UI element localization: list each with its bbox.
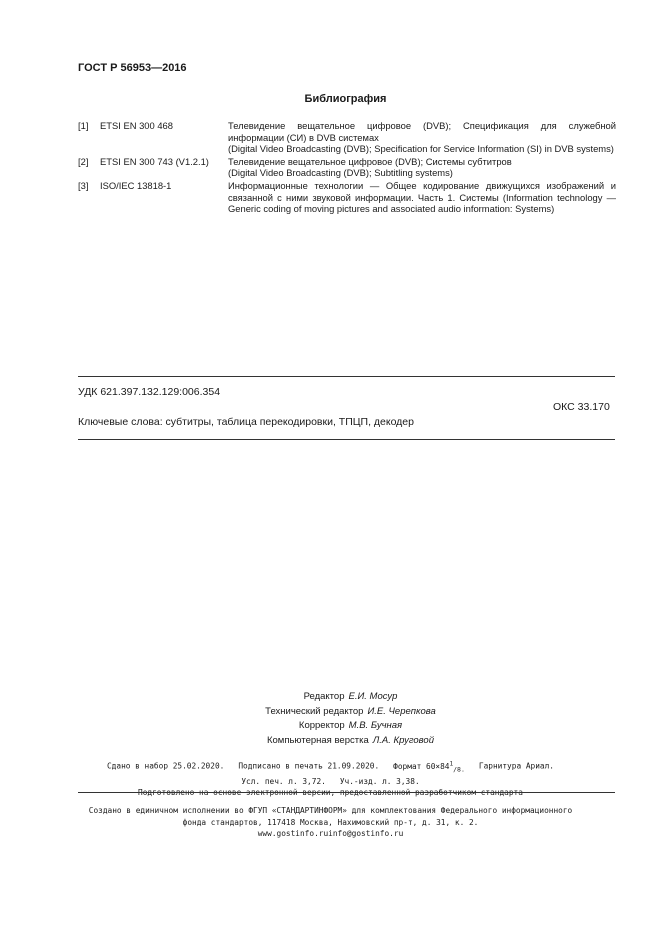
footer-line: Создано в единичном исполнении во ФГУП «СТАНДАРТИНФОРМ» для комплектования Федерального информационного (88, 806, 573, 815)
staff-name: Л.А. Круговой (372, 734, 434, 746)
bibliography-title: Библиография (304, 93, 387, 105)
item-description (228, 180, 616, 215)
staff-row (0, 719, 661, 734)
bibliography-list (78, 120, 616, 216)
divider (78, 376, 615, 377)
divider (78, 792, 615, 793)
description-line: Телевидение вещательное цифровое (DVB); Системы субтитров (228, 155, 512, 167)
item-description (228, 120, 616, 155)
item-reference: ETSI EN 300 743 (V1.2.1) (100, 155, 209, 167)
description-line: Телевидение вещательное цифровое (DVB); Спецификация для служебной информации (СИ) в DVB системах (228, 120, 616, 143)
staff-role: Корректор (298, 720, 345, 731)
typeface: Гарнитура Ариал. (478, 761, 554, 771)
footer-contacts (0, 828, 661, 840)
staff-name: И.Е. Черепкова (367, 705, 436, 717)
print-sheets: Усл. печ. л. 3,72. (241, 776, 326, 786)
staff-name: М.В. Бучная (348, 720, 403, 731)
item-number: [3] (78, 179, 89, 191)
divider (78, 439, 615, 440)
item-number: [1] (78, 120, 89, 131)
staff-credits (0, 690, 661, 748)
keywords: Ключевые слова: субтитры, таблица перекодировки, ТПЦП, декодер (78, 416, 414, 428)
staff-role: Компьютерная верстка (266, 734, 369, 746)
publication-line (0, 776, 661, 788)
oks-code: ОКС 33.170 (553, 401, 610, 413)
bibliography-item (78, 180, 616, 215)
publication-line (0, 758, 661, 776)
submitted-date: Сдано в набор 25.02.2020. (106, 761, 225, 771)
document-code: ГОСТ Р 56953—2016 (78, 62, 187, 74)
staff-row (0, 690, 661, 705)
description-line: (Digital Video Broadcasting (DVB); Subtitling systems) (228, 167, 453, 179)
item-number: [2] (78, 155, 89, 167)
item-reference: ISO/IEC 13818-1 (100, 179, 172, 191)
item-reference: ETSI EN 300 468 (100, 120, 173, 131)
bibliography-item (78, 120, 616, 155)
publisher-sheets: Уч.-изд. л. 3,38. (339, 776, 420, 786)
email-link[interactable]: info@gostinfo.ru (328, 829, 404, 838)
website-link[interactable]: www.gostinfo.ru (257, 829, 329, 838)
staff-role: Технический редактор (265, 705, 364, 717)
staff-row (0, 734, 661, 749)
staff-name: Е.И. Мосур (348, 691, 398, 702)
staff-row (0, 705, 661, 720)
signed-date: Подписано в печать 21.09.2020. (238, 761, 380, 771)
udc-code: УДК 621.397.132.129:006.354 (78, 386, 221, 398)
paper-format: Формат $60\times 84^1_{/8.}$ (393, 760, 465, 774)
description-line: (Digital Video Broadcasting (DVB); Specification for Service Information (SI) in DVB systems) (228, 143, 614, 155)
staff-role: Редактор (303, 691, 345, 702)
prepared-note: Подготовлено на основе электронной версии, предоставленной разработчиком стандарта (138, 788, 523, 798)
footer-line: фонда стандартов, 117418 Москва, Нахимовский пр-т, д. 31, к. 2. (182, 817, 479, 827)
item-description (228, 156, 616, 179)
description-line: Информационные технологии — Общее кодирование движущихся изображений и связанной с ними звуковой информации. Часть 1. Системы (Information technology — Generic coding of moving pictures and associated audio information: Systems) (228, 179, 616, 215)
bibliography-item (78, 156, 616, 179)
footer (0, 805, 661, 840)
